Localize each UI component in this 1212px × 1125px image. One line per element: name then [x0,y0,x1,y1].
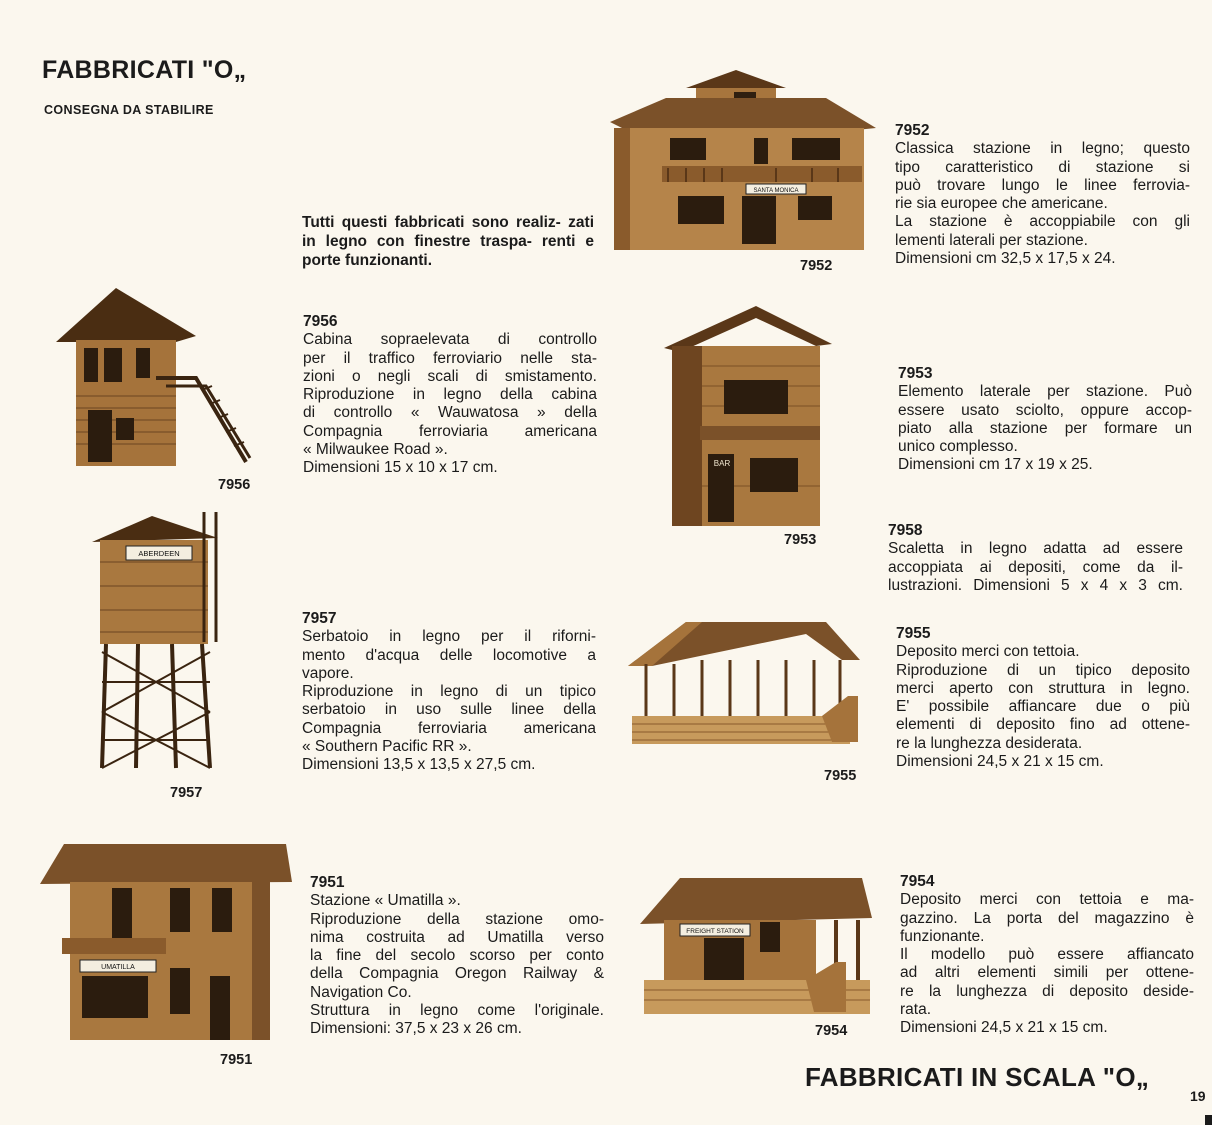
desc-line: rata. [900,1001,932,1019]
desc-line: « Southern Pacific RR ». [302,738,472,756]
desc-line: per il traffico ferroviario nelle sta- [303,349,597,367]
footer-title: FABBRICATI IN SCALA "O„ [805,1062,1150,1092]
page-number: 19 [1190,1088,1206,1104]
desc-line: E' possibile affiancare due o più [896,698,1190,716]
desc-7953 [898,365,1192,475]
desc-line: nima costruita ad Umatilla verso [310,928,604,946]
model-7957-image [92,502,222,772]
desc-line: Dimensioni 13,5 x 13,5 x 27,5 cm. [302,756,536,774]
intro-paragraph [302,213,594,270]
desc-line: vapore. [302,664,354,682]
desc-7957 [302,610,596,775]
caption-7955: 7955 [824,768,857,784]
desc-line: merci aperto con struttura in legno. [896,679,1190,697]
intro-line: renti e porte funzionanti. [302,233,595,269]
desc-line: della Compagnia Oregon Railway & [310,965,604,983]
desc-line: Navigation Co. [310,983,412,1001]
desc-line: funzionante. [900,927,985,945]
desc-line: tipo caratteristico di stazione si [895,158,1190,176]
model-7951-image [40,842,292,1042]
desc-line: re la lunghezza desiderata. [896,734,1083,752]
desc-line: Cabina sopraelevata di controllo [303,331,597,349]
caption-7957: 7957 [170,785,203,801]
desc-line: elementi di deposito fino ad ottene- [896,716,1190,734]
desc-line: accoppiata ai depositi, come da il- [888,558,1183,576]
desc-7958 [888,522,1183,595]
desc-line: piato alla stazione per formare un [898,419,1192,437]
desc-line: lustrazioni. Dimensioni 5 x 4 x 3 cm. [888,576,1183,594]
desc-line: serbatoio in uso sulle linee della [302,701,596,719]
desc-line: ad altri elementi simili per ottene- [900,964,1194,982]
desc-line: Dimensioni 15 x 10 x 17 cm. [303,459,498,477]
desc-line: Struttura in legno come l'originale. [310,1002,604,1020]
desc-line: Compagnia ferroviaria americana [303,422,597,440]
desc-line: può trovare lungo le linee ferrovia- [895,176,1190,194]
desc-line: zioni o negli scali di smistamento. [303,367,597,385]
desc-7952 [895,122,1190,268]
desc-line: Dimensioni 24,5 x 21 x 15 cm. [900,1019,1108,1037]
desc-line: Riproduzione della stazione omo- [310,910,604,928]
desc-line: Compagnia ferroviaria americana [302,719,596,737]
item-code: 7955 [896,625,931,642]
desc-line: rie sia europee che americane. [895,195,1108,213]
intro-line: zati in legno con finestre traspa- [302,214,595,250]
desc-line: Dimensioni: 37,5 x 23 x 26 cm. [310,1020,522,1038]
item-code: 7956 [303,313,338,330]
desc-line: gazzino. La porta del magazzino è [900,909,1194,927]
desc-line: la fine del secolo scorso per conto [310,947,604,965]
item-code: 7957 [302,610,337,627]
item-code: 7952 [895,122,930,139]
desc-line: unico complesso. [898,438,1018,456]
edge-mark [1205,1115,1212,1125]
delivery-note: CONSEGNA DA STABILIRE [44,103,214,117]
caption-7952: 7952 [800,258,833,274]
desc-7954 [900,873,1194,1038]
desc-7951 [310,874,604,1039]
desc-line: Il modello può essere affiancato [900,946,1194,964]
station-sign-7951: UMATILLA [101,964,135,971]
desc-line: La stazione è accoppiabile con gli [895,213,1190,231]
desc-line: re la lunghezza di deposito deside- [900,982,1194,1000]
freight-sign-7954: FREIGHT STATION [686,928,744,935]
desc-7955 [896,625,1190,771]
model-7956-image [56,286,252,472]
desc-line: Stazione « Umatilla ». [310,892,461,910]
tank-sign-7957: ABERDEEN [138,549,180,558]
caption-7951: 7951 [220,1052,253,1068]
desc-line: Scaletta in legno adatta ad essere [888,540,1183,558]
caption-7953: 7953 [784,532,817,548]
desc-line: Deposito merci con tettoia e ma- [900,891,1194,909]
desc-line: Riproduzione di un tipico deposito [896,661,1190,679]
bar-sign-7953: BAR [713,459,731,468]
intro-line: Tutti questi fabbricati sono realiz- [302,214,561,231]
model-7955-image [626,620,862,748]
desc-line: Classica stazione in legno; questo [895,140,1190,158]
desc-line: lementi laterali per stazione. [895,231,1088,249]
item-code: 7958 [888,522,923,539]
caption-7956: 7956 [218,477,251,493]
page-title: FABBRICATI "O„ [42,56,247,84]
desc-line: Riproduzione in legno di un tipico [302,683,596,701]
desc-line: mento d'acqua delle locomotive a [302,646,596,664]
desc-line: Elemento laterale per stazione. Può [898,383,1192,401]
model-7952-image [606,70,878,260]
item-code: 7951 [310,874,345,891]
desc-line: Dimensioni cm 17 x 19 x 25. [898,456,1093,474]
desc-line: essere usato sciolto, oppure accop- [898,401,1192,419]
desc-line: Dimensioni 24,5 x 21 x 15 cm. [896,753,1104,771]
model-7954-image [640,876,874,1016]
desc-line: Riproduzione in legno della cabina [303,386,597,404]
desc-line: Deposito merci con tettoia. [896,643,1080,661]
desc-line: di controllo « Wauwatosa » della [303,404,597,422]
caption-7954: 7954 [815,1023,848,1039]
model-7953-image [660,306,836,528]
item-code: 7953 [898,365,933,382]
item-code: 7954 [900,873,935,890]
desc-line: « Milwaukee Road ». [303,441,448,459]
desc-line: Serbatoio in legno per il riforni- [302,628,596,646]
station-sign-7952: SANTA MONICA [753,188,799,194]
desc-7956 [303,313,597,478]
desc-line: Dimensioni cm 32,5 x 17,5 x 24. [895,250,1116,268]
